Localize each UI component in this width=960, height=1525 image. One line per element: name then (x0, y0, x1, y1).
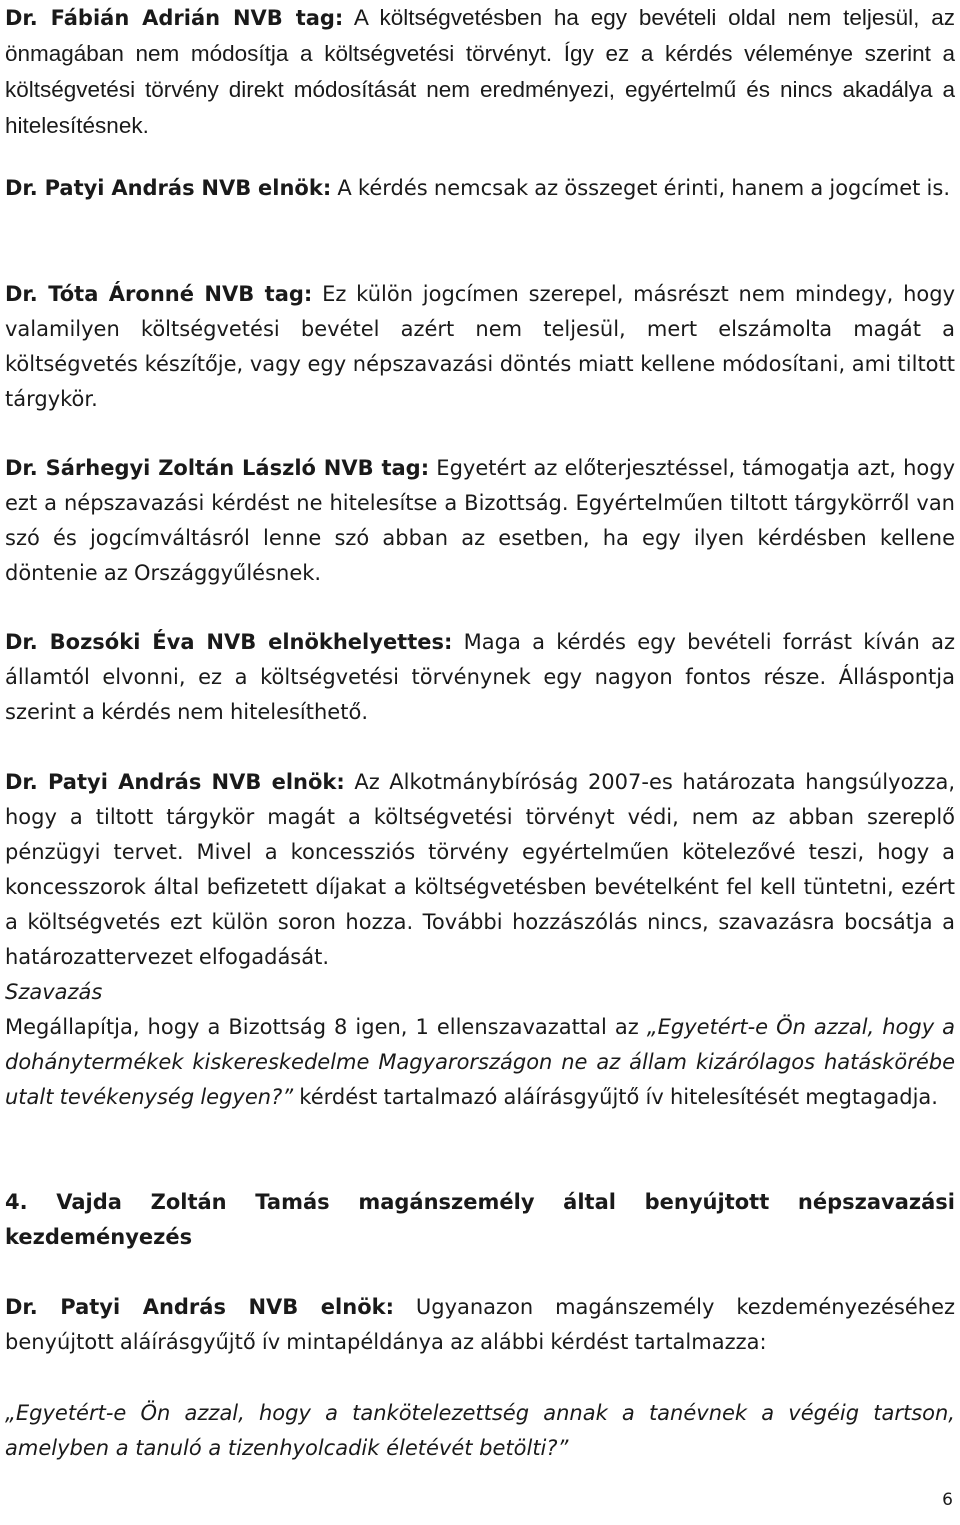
speaker-name: Dr. Tóta Áronné NVB tag: (5, 282, 313, 306)
vote-block (5, 975, 955, 1115)
vote-prefix: Megállapítja, hogy a Bizottság 8 igen, 1 ellenszavazattal az (5, 1015, 647, 1039)
speaker-name: Dr. Fábián Adrián NVB tag: (5, 6, 344, 30)
vote-label: Szavazás (5, 980, 103, 1004)
speaker-name: Dr. Patyi András NVB elnök: (5, 176, 332, 200)
paragraph-patyi-1 (5, 171, 955, 206)
speaker-name: Dr. Bozsóki Éva NVB elnökhelyettes: (5, 630, 453, 654)
quoted-question: „Egyetért-e Ön azzal, hogy a tankötelezettség annak a tanévnek a végéig tartson, amelyben a tanuló a tizenhyolcadik életévét betölti?” (5, 1401, 955, 1460)
paragraph-tota (5, 277, 955, 417)
paragraph-text: Ugyanazon magánszemély kezdeményezéséhez benyújtott aláírásgyűjtő ív mintapéldánya az alábbi kérdést tartalmazza: (5, 1295, 956, 1354)
paragraph-sarhegyi (5, 451, 955, 591)
paragraph-text: A kérdés nemcsak az összeget érinti, hanem a jogcímet is. (331, 176, 951, 200)
paragraph-bozsoki (5, 625, 955, 730)
vote-suffix: kérdést tartalmazó aláírásgyűjtő ív hitelesítését megtagadja. (293, 1085, 938, 1109)
vote-question: „Egyetért-e Ön azzal, hogy a dohánytermékek kiskereskedelme Magyarországon ne az állam kizárólagos hatáskörébe utalt tevékenység legyen?” (5, 1015, 956, 1109)
paragraph-text: Ez külön jogcímen szerepel, másrészt nem mindegy, hogy valamilyen költségvetési bevétel azért nem teljesül, mert elszámolta magát a költségvetés készítője, vagy egy népszavazási döntés miatt kellene módosítani, ami tiltott tárgykör. (5, 282, 955, 411)
page-number: 6 (942, 1490, 953, 1510)
paragraph-text: Maga a kérdés egy bevételi forrást kíván az államtól elvonni, ez a költségvetési törvénynek egy nagyon fontos része. Álláspontja szerint a kérdés nem hitelesíthető. (5, 630, 955, 724)
paragraph-text: Az Alkotmánybíróság 2007-es határozata hangsúlyozza, hogy a tiltott tárgykör magát a költségvetési törvényt védi, nem az abban szereplő pénzügyi tervet. Mivel a koncessziós törvény egyértelműen kötelezővé teszi, hogy a koncesszorok által befizetett díjakat a költségvetésben bevételként fel kell tüntetni, ezért a költségvetés ezt külön soron hozza. További hozzászólás nincs, szavazásra bocsátja a határozattervezet elfogadását. (5, 770, 956, 969)
paragraph-fabian (5, 0, 955, 144)
speaker-name: Dr. Sárhegyi Zoltán László NVB tag: (5, 456, 430, 480)
paragraph-patyi-2 (5, 765, 955, 975)
section-heading: 4. Vajda Zoltán Tamás magánszemély által benyújtott népszavazási kezdeményezés (5, 1190, 955, 1249)
speaker-name: Dr. Patyi András NVB elnök: (5, 1295, 394, 1319)
paragraph-patyi-3 (5, 1290, 955, 1360)
paragraph-text: A költségvetésben ha egy bevételi oldal nem teljesül, az önmagában nem módosítja a költségvetési törvényt. Így ez a kérdés véleménye szerint a költségvetési törvény direkt módosítását nem eredményezi, egyértelmű és nincs akadálya a hitelesítésnek. (5, 5, 955, 138)
speaker-name: Dr. Patyi András NVB elnök: (5, 770, 345, 794)
paragraph-text: Egyetért az előterjesztéssel, támogatja azt, hogy ezt a népszavazási kérdést ne hitelesítse a Bizottság. Egyértelműen tiltott tárgykörről van szó és jogcímváltásról lenne szó abban az esetben, ha egy ilyen kérdésben kellene döntenie az Országgyűlésnek. (5, 456, 955, 585)
